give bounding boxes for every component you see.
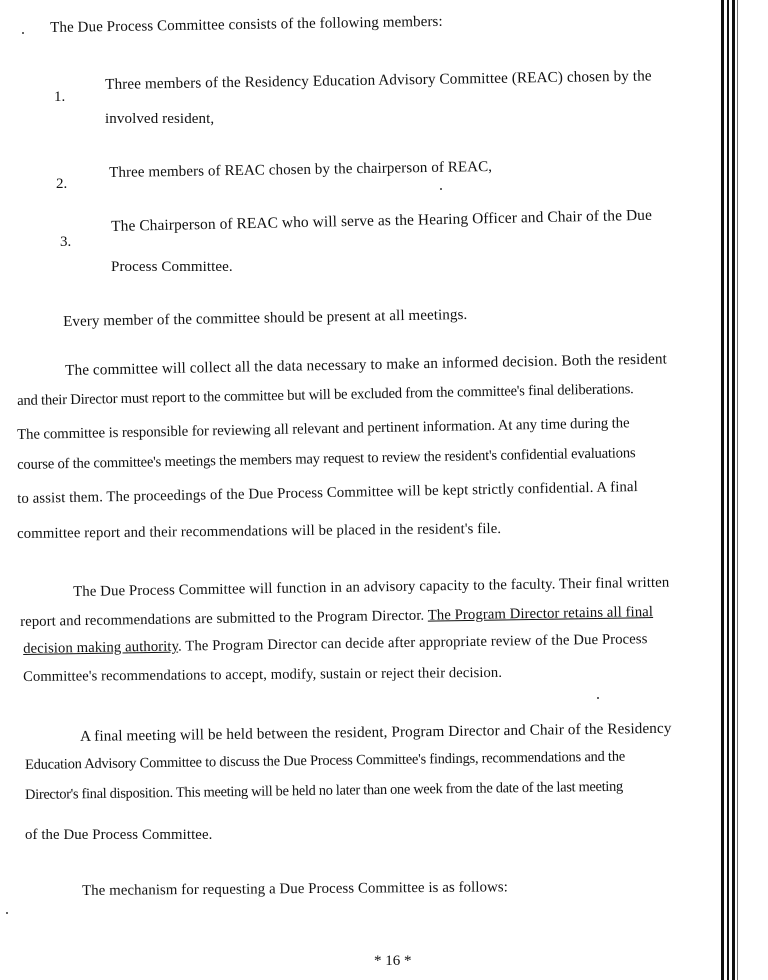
- paragraph-line: [23, 630, 648, 658]
- scan-speck: [6, 912, 8, 914]
- paragraph-line: The Due Process Committee will function in an advisory capacity to the faculty. Their final written: [73, 574, 670, 600]
- mechanism-paragraph: The mechanism for requesting a Due Process Committee is as follows:: [82, 879, 508, 899]
- paragraph-line: A final meeting will be held between the resident, Program Director and Chair of the Residency: [80, 719, 672, 745]
- paragraph-line: course of the committee's meetings the members may request to review the resident's confidential evaluations: [17, 445, 636, 473]
- scan-speck: [22, 32, 24, 34]
- attendance-paragraph: Every member of the committee should be present at all meetings.: [63, 306, 468, 330]
- list-item-number: 1.: [54, 89, 66, 105]
- paragraph-line: Director's final disposition. This meeting will be held no later than one week from the date of the last meeting: [25, 778, 623, 803]
- list-item-text: Three members of REAC chosen by the chairperson of REAC,: [109, 158, 493, 181]
- scan-edge-bar: [721, 0, 724, 980]
- intro-text: The Due Process Committee consists of the following members:: [50, 13, 443, 36]
- emphasis-underlined: decision making authority: [23, 638, 179, 657]
- list-item-text: Process Committee.: [111, 259, 233, 275]
- scan-edge-bar: [727, 0, 729, 980]
- paragraph-line: committee report and their recommendations will be placed in the resident's file.: [17, 520, 502, 542]
- scan-edge-bar: [737, 0, 738, 980]
- advisory-text: report and recommendations are submitted to the Program Director.: [20, 607, 428, 630]
- paragraph-line: to assist them. The proceedings of the Due Process Committee will be kept strictly confidential. A final: [17, 479, 639, 507]
- scan-speck: [440, 188, 442, 190]
- paragraph-line: [20, 603, 653, 631]
- list-item-text: Three members of the Residency Education Advisory Committee (REAC) chosen by the: [105, 67, 652, 93]
- list-item-number: 3.: [60, 234, 72, 250]
- list-item-number: 2.: [56, 176, 68, 192]
- paragraph-line: Education Advisory Committee to discuss the Due Process Committee's findings, recommendations and the: [25, 748, 626, 773]
- scan-speck: [597, 697, 599, 699]
- list-item-text: involved resident,: [105, 111, 215, 127]
- paragraph-line: The committee will collect all the data necessary to make an informed decision. Both the resident: [65, 350, 668, 379]
- emphasis-underlined: The Program Director retains all final: [427, 604, 654, 624]
- scan-edge-bar: [732, 0, 735, 980]
- paragraph-line: Committee's recommendations to accept, modify, sustain or reject their decision.: [23, 664, 503, 685]
- paragraph-line: and their Director must report to the committee but will be excluded from the committee's final deliberations.: [17, 381, 634, 409]
- page-number: * 16 *: [374, 953, 412, 969]
- paragraph-line: The committee is responsible for reviewing all relevant and pertinent information. At any time during the: [17, 415, 630, 443]
- advisory-text: . The Program Director can decide after appropriate review of the Due Process: [177, 631, 648, 655]
- list-item-text: The Chairperson of REAC who will serve as the Hearing Officer and Chair of the Due: [111, 206, 653, 235]
- paragraph-line: of the Due Process Committee.: [25, 827, 213, 843]
